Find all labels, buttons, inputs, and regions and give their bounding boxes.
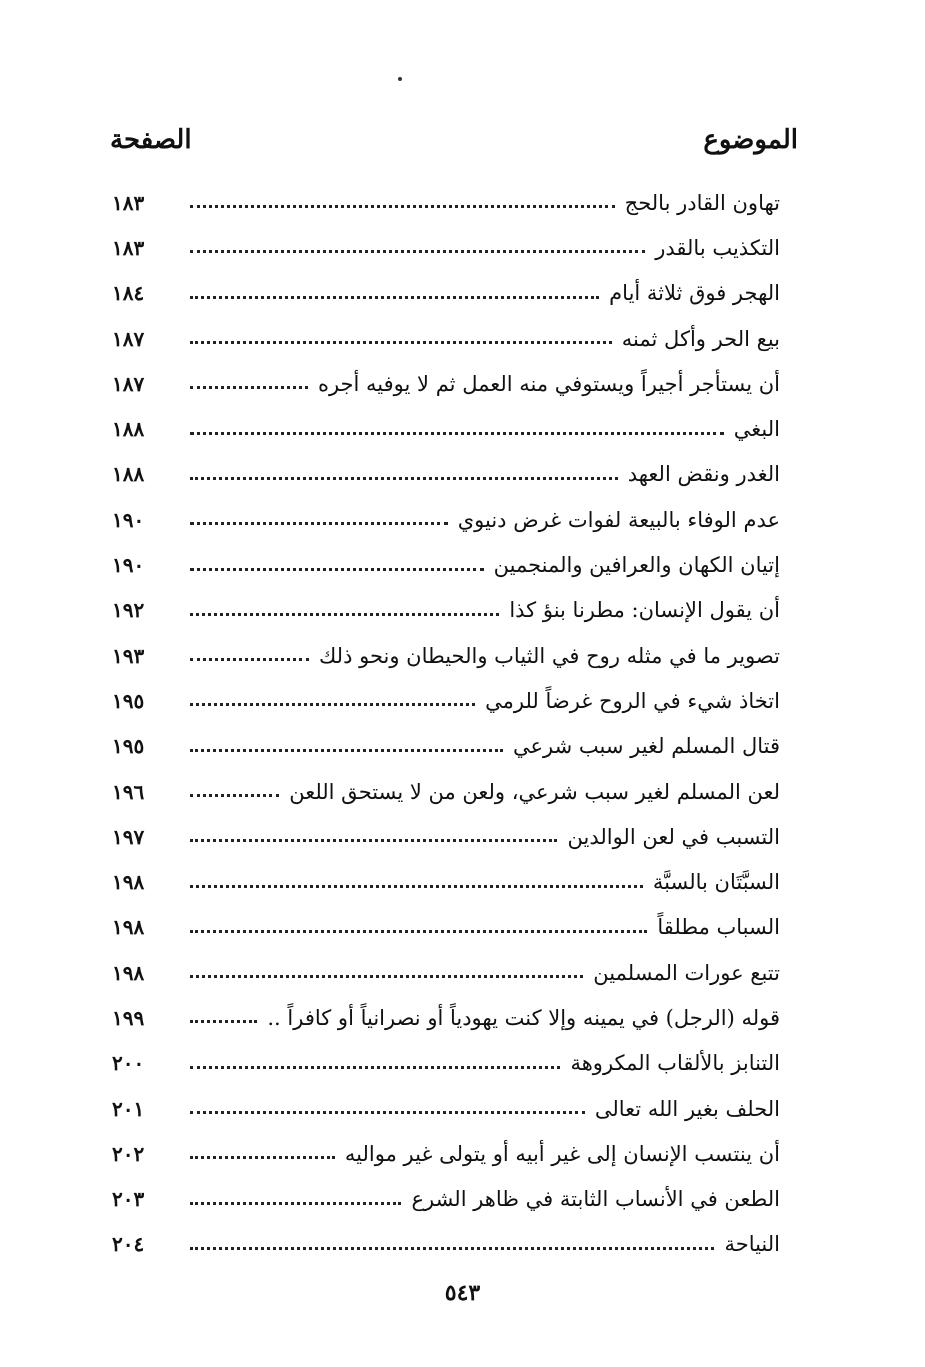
toc-entry	[112, 1177, 780, 1222]
toc-entry-page-number: ١٩٥	[112, 688, 145, 713]
toc-entry-page-number: ١٨٨	[112, 462, 145, 487]
toc-entry-title: التسبب في لعن الوالدين	[567, 824, 780, 849]
toc-entry-page-number: ١٩٨	[112, 915, 145, 940]
toc-entry	[112, 724, 780, 769]
toc-entry-title: قتال المسلم لغير سبب شرعي	[513, 734, 780, 759]
dot-leader	[190, 432, 724, 435]
dot-leader	[190, 839, 557, 842]
toc-entry	[112, 588, 780, 633]
toc-entry-title: إتيان الكهان والعرافين والمنجمين	[493, 553, 780, 578]
toc-entry	[112, 950, 780, 995]
toc-entry	[112, 905, 780, 950]
toc-entry	[112, 316, 780, 361]
toc-entry-title: البغي	[733, 417, 780, 442]
dot-leader	[190, 1247, 714, 1250]
print-speck	[398, 77, 402, 81]
toc-entry	[112, 271, 780, 316]
toc-entry-page-number: ٢٠٢	[112, 1141, 145, 1166]
dot-leader	[190, 250, 645, 253]
toc-header	[110, 118, 798, 162]
toc-entry	[112, 1086, 780, 1131]
toc-entry-title: أن يقول الإنسان: مطرنا بنؤ كذا	[509, 598, 780, 623]
toc-entry	[112, 678, 780, 723]
dot-leader	[190, 477, 618, 480]
toc-entry-page-number: ١٩٥	[112, 734, 145, 759]
dot-leader	[190, 930, 647, 933]
toc-entry	[112, 497, 780, 542]
dot-leader	[190, 205, 615, 208]
toc-entry-title: عدم الوفاء بالبيعة لفوات غرض دنيوي	[457, 507, 780, 532]
dot-leader	[190, 1111, 585, 1114]
toc-entry-title: الحلف بغير الله تعالى	[594, 1096, 780, 1121]
toc-entry	[112, 859, 780, 904]
toc-entry	[112, 769, 780, 814]
dot-leader	[190, 658, 309, 661]
toc-entry-page-number: ١٨٣	[112, 235, 145, 260]
toc-entry-page-number: ١٩٦	[112, 779, 145, 804]
toc-entry	[112, 542, 780, 587]
toc-entry	[112, 814, 780, 859]
dot-leader	[190, 296, 599, 299]
toc-entry	[112, 1222, 780, 1267]
toc-entry-title: تتبع عورات المسلمين	[593, 960, 780, 985]
toc-entry-page-number: ١٩٨	[112, 960, 145, 985]
toc-entry	[112, 406, 780, 451]
dot-leader	[190, 794, 279, 797]
toc-entry-page-number: ١٨٨	[112, 417, 145, 442]
dot-leader	[190, 1066, 560, 1069]
toc-entry-title: تهاون القادر بالحج	[624, 190, 780, 215]
toc-entry-page-number: ١٩٠	[112, 507, 145, 532]
toc-entry	[112, 1131, 780, 1176]
dot-leader	[190, 703, 475, 706]
toc-entry	[112, 995, 780, 1040]
dot-leader	[190, 386, 308, 389]
topic-column-heading: الموضوع	[703, 125, 798, 155]
toc-entry-page-number: ١٨٤	[112, 281, 145, 306]
toc-entry-title: الهجر فوق ثلاثة أيام	[609, 281, 780, 306]
toc-entry	[112, 452, 780, 497]
toc-entry-page-number: ١٩٢	[112, 598, 145, 623]
toc-entry-title: الغدر ونقض العهد	[627, 462, 780, 487]
toc-entry-page-number: ١٩٧	[112, 824, 145, 849]
dot-leader	[190, 341, 612, 344]
toc-entry-page-number: ٢٠١	[112, 1096, 145, 1121]
dot-leader	[190, 885, 643, 888]
dot-leader	[190, 749, 503, 752]
toc-entry-title: قوله (الرجل) في يمينه وإلا كنت يهودياً أو نصرانياً أو كافراً ..	[267, 1005, 780, 1030]
toc-entry-page-number: ١٩٠	[112, 553, 145, 578]
toc-entry-page-number: ١٨٧	[112, 371, 145, 396]
toc-entry	[112, 1041, 780, 1086]
toc-entry-title: بيع الحر وأكل ثمنه	[621, 326, 780, 351]
toc-entry	[112, 225, 780, 270]
toc-entry-page-number: ٢٠٣	[112, 1187, 145, 1212]
toc-entry-title: السباب مطلقاً	[657, 915, 780, 940]
toc-entry-title: أن ينتسب الإنسان إلى غير أبيه أو يتولى غير مواليه	[344, 1141, 780, 1166]
toc-entry-page-number: ١٨٧	[112, 326, 145, 351]
dot-leader	[190, 1020, 257, 1023]
toc-entry-title: النياحة	[724, 1232, 780, 1257]
dot-leader	[190, 568, 484, 571]
page-column-heading: الصفحة	[110, 125, 192, 155]
dot-leader	[190, 1202, 401, 1205]
toc-entry-page-number: ١٨٣	[112, 190, 145, 215]
page-number-footer: ٥٤٣	[444, 1280, 481, 1306]
dot-leader	[190, 613, 499, 616]
table-of-contents	[112, 180, 780, 1267]
toc-entry	[112, 361, 780, 406]
toc-entry-title: تصوير ما في مثله روح في الثياب والحيطان ونحو ذلك	[318, 643, 780, 668]
dot-leader	[190, 522, 448, 525]
toc-entry-title: الطعن في الأنساب الثابتة في ظاهر الشرع	[411, 1187, 780, 1212]
toc-entry	[112, 633, 780, 678]
toc-entry	[112, 180, 780, 225]
dot-leader	[190, 1156, 335, 1159]
toc-entry-page-number: ١٩٨	[112, 870, 145, 895]
toc-entry-title: التنابز بالألقاب المكروهة	[570, 1051, 780, 1076]
toc-entry-page-number: ١٩٣	[112, 643, 145, 668]
toc-entry-title: لعن المسلم لغير سبب شرعي، ولعن من لا يستحق اللعن	[289, 779, 780, 804]
toc-entry-title: السبَّتَان بالسبَّة	[652, 870, 780, 895]
toc-entry-title: اتخاذ شيء في الروح غرضاً للرمي	[485, 688, 780, 713]
toc-entry-title: أن يستأجر أجيراً ويستوفي منه العمل ثم لا يوفيه أجره	[317, 371, 780, 396]
dot-leader	[190, 975, 583, 978]
toc-entry-title: التكذيب بالقدر	[655, 235, 780, 260]
toc-entry-page-number: ١٩٩	[112, 1005, 145, 1030]
toc-entry-page-number: ٢٠٤	[112, 1232, 145, 1257]
toc-entry-page-number: ٢٠٠	[112, 1051, 145, 1076]
